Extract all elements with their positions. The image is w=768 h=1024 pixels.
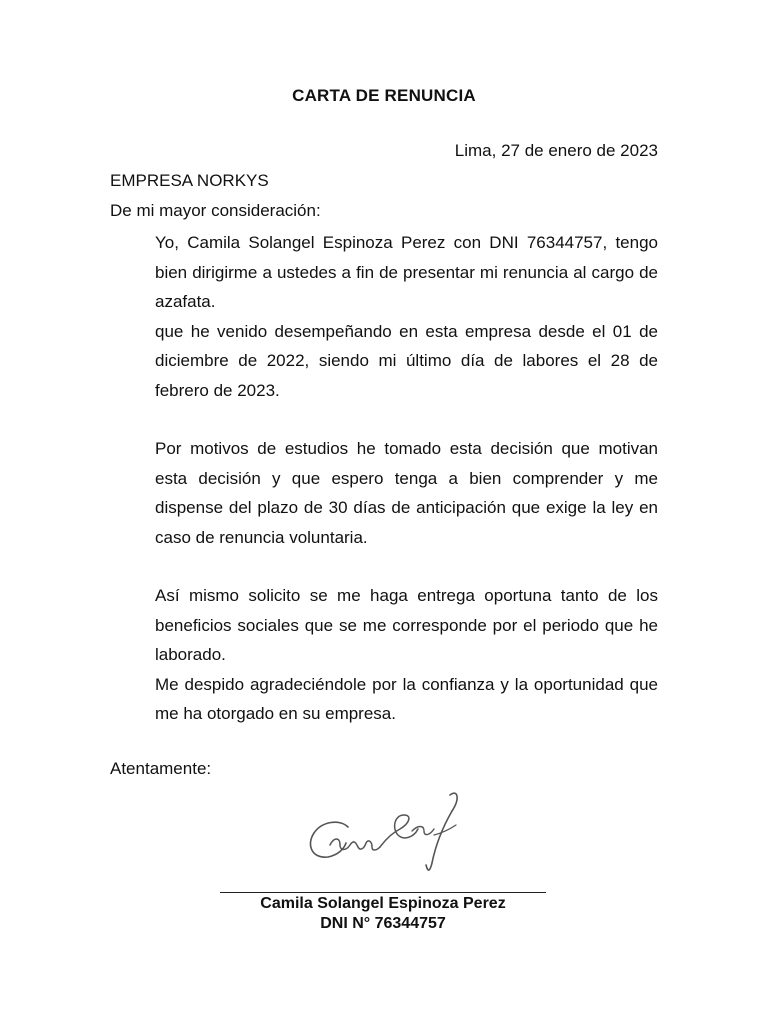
paragraph-spacer	[155, 405, 658, 434]
paragraph-3: Por motivos de estudios he tomado esta decisión que motivan esta decisión y que espero tenga a bien comprender y me dispense del plazo de 30 días de anticipación que exige la ley en caso de renuncia voluntaria.	[155, 439, 658, 547]
handwritten-signature	[300, 785, 470, 875]
paragraph-1: Yo, Camila Solangel Espinoza Perez con DNI 76344757, tengo bien dirigirme a ustedes a fin de presentar mi renuncia al cargo de azafata.	[155, 233, 658, 311]
closing: Atentamente:	[110, 759, 212, 778]
document-title: CARTA DE RENUNCIA	[292, 86, 476, 105]
signatory-dni: DNI N° 76344757	[320, 915, 446, 932]
letter-date: Lima, 27 de enero de 2023	[454, 141, 658, 160]
letter-body	[155, 228, 658, 729]
recipient: EMPRESA NORKYS	[110, 171, 269, 190]
paragraph-4: Así mismo solicito se me haga entrega oportuna tanto de los beneficios sociales que se me corresponde por el periodo que he laborado.	[155, 586, 658, 664]
signatory-name: Camila Solangel Espinoza Perez	[260, 895, 506, 912]
paragraph-spacer	[155, 552, 658, 581]
paragraph-5: Me despido agradeciéndole por la confianza y la oportunidad que me ha otorgado en su empresa.	[155, 674, 658, 723]
signature-line	[220, 892, 546, 893]
paragraph-2: que he venido desempeñando en esta empresa desde el 01 de diciembre de 2022, siendo mi último día de labores el 28 de febrero de 2023.	[155, 321, 658, 400]
salutation: De mi mayor consideración:	[110, 201, 321, 220]
